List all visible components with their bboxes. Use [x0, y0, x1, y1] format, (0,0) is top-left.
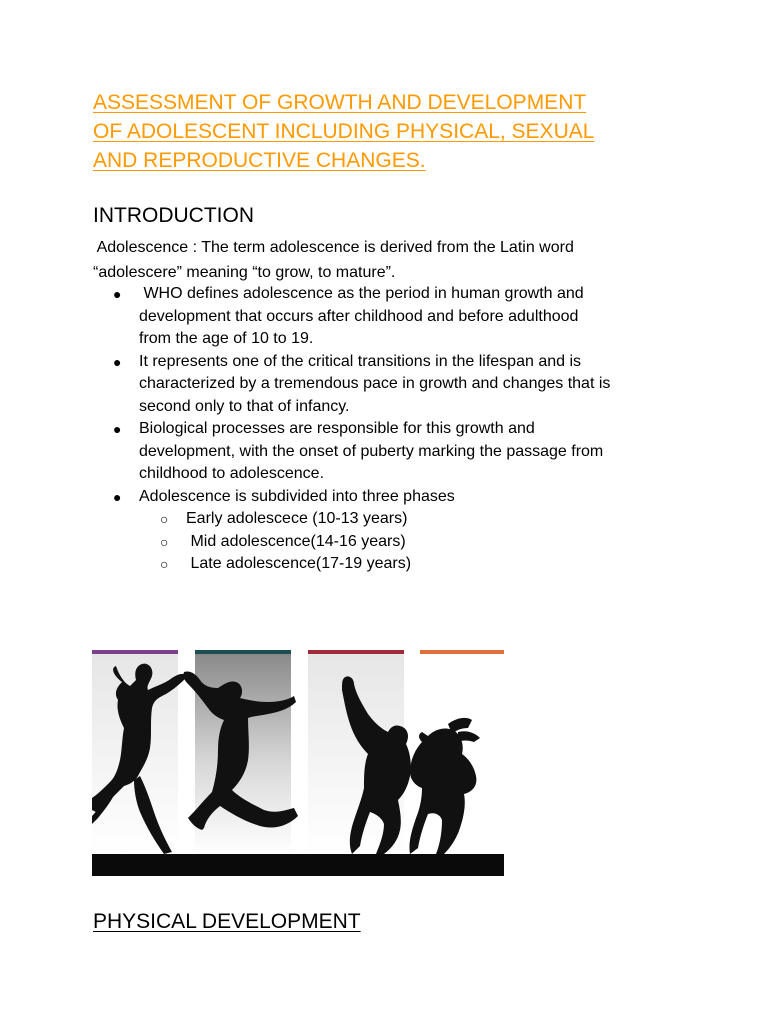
- sub-bullet-text: Late adolescence(17-19 years): [186, 555, 412, 572]
- sub-bullet-text: Early adolescece (10-13 years): [186, 510, 408, 527]
- bullet-marker-icon: ●: [113, 421, 122, 437]
- bullet-item: [0, 418, 610, 486]
- title-line: AND REPRODUCTIVE CHANGES.: [93, 149, 426, 172]
- bullet-line: characterized by a tremendous pace in growth and changes that is: [139, 375, 611, 392]
- title-line: OF ADOLESCENT INCLUDING PHYSICAL, SEXUAL: [93, 120, 595, 143]
- bullet-line: from the age of 10 to 19.: [139, 330, 314, 347]
- bullet-marker-icon: ●: [113, 488, 122, 505]
- bullet-line: Biological processes are responsible for this growth and: [139, 420, 535, 437]
- ground-bar: [92, 854, 504, 876]
- bullet-line: development, with the onset of puberty marking the passage from: [139, 442, 604, 460]
- sub-bullet-item: [0, 553, 610, 576]
- sub-bullet-item: [0, 531, 610, 554]
- sub-bullet-list: [0, 508, 610, 576]
- bullet-item: [0, 486, 610, 509]
- sub-bullet-container: [0, 508, 610, 576]
- physical-development-heading: PHYSICAL DEVELOPMENT: [93, 910, 361, 933]
- bullet-item: [0, 351, 610, 419]
- bullet-line: second only to that of infancy.: [139, 397, 350, 415]
- bullet-item: [0, 283, 610, 351]
- intro-line: Adolescence : The term adolescence is derived from the Latin word: [93, 239, 574, 256]
- intro-paragraph: [93, 235, 574, 285]
- bullet-marker-icon: ●: [113, 353, 122, 370]
- bullet-line: development that occurs after childhood and before adulthood: [139, 307, 579, 325]
- bullet-marker-icon: ●: [113, 286, 122, 302]
- introduction-heading: INTRODUCTION: [93, 204, 254, 227]
- sub-bullet-marker-icon: ○: [160, 511, 169, 527]
- bullet-list: [0, 283, 610, 576]
- sub-bullet-marker-icon: ○: [160, 556, 169, 572]
- jumping-teens-silhouette-image: [92, 648, 504, 876]
- sub-bullet-marker-icon: ○: [160, 533, 169, 550]
- intro-line: “adolescere” meaning “to grow, to mature”.: [93, 264, 396, 281]
- sub-bullet-item: [0, 508, 610, 531]
- silhouette-illustration: [92, 648, 504, 876]
- color-bar: [92, 650, 178, 654]
- color-bar: [420, 650, 504, 654]
- bullet-line: Adolescence is subdivided into three phases: [139, 487, 455, 505]
- sub-bullet-text: Mid adolescence(14-16 years): [186, 532, 406, 550]
- document-title: [93, 88, 693, 175]
- bullet-line: It represents one of the critical transitions in the lifespan and is: [139, 352, 582, 370]
- bullet-line: WHO defines adolescence as the period in human growth and: [139, 285, 584, 302]
- color-bar: [308, 650, 404, 654]
- bullet-line: childhood to adolescence.: [139, 465, 325, 482]
- title-line: ASSESSMENT OF GROWTH AND DEVELOPMENT: [93, 91, 587, 114]
- color-bar: [195, 650, 291, 654]
